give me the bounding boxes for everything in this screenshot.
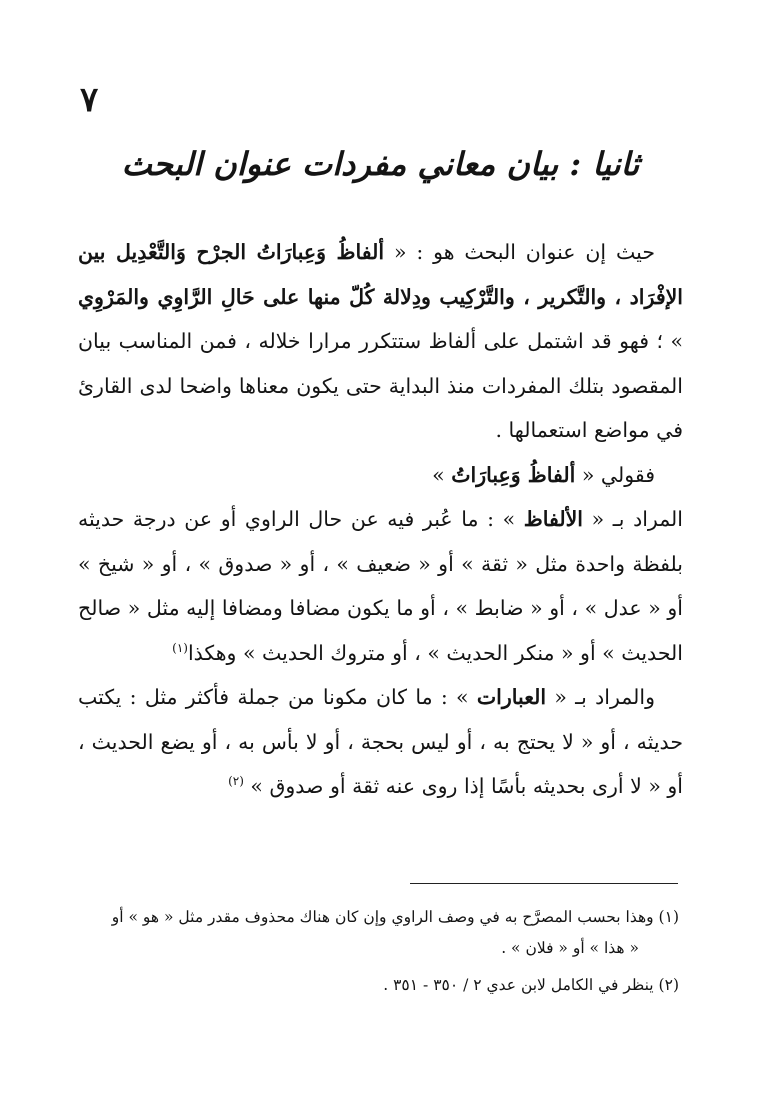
text-run: المراد بـ « <box>582 507 683 531</box>
footnote-ref-2[interactable]: (٢) <box>228 774 244 789</box>
footnote-1: (١) وهذا بحسب المصرَّح به في وصف الراوي وإن كان هناك محذوف مقدر مثل « هو » أو <box>111 908 679 926</box>
footnote-ref-1[interactable]: (١) <box>172 640 188 655</box>
paragraph-alfaz-definition <box>78 497 683 675</box>
bold-title-quote: ألفاظُ وَعِبارَاتُ الجرْح وَالتَّعْدِيل بين الإفْرَاد ، والتَّكرير ، والتَّرْكِيب ودِلالة كُلّ منها على حَالِ الرَّاوِي والمَرْوِي <box>78 240 683 309</box>
bold-term: ألفاظُ وَعِبارَاتُ <box>451 462 576 487</box>
text-run: » <box>432 462 452 487</box>
text-run: والمراد بـ « <box>546 685 655 709</box>
footnote-divider <box>410 883 678 884</box>
paragraph-term-heading <box>78 453 683 498</box>
section-title: ثانيا : بيان معاني مفردات عنوان البحث <box>121 145 640 183</box>
footnotes <box>78 902 679 1001</box>
text-run: فقولي « <box>575 462 655 487</box>
text-run: » ؛ فهو قد اشتمل على ألفاظ ستتكرر مرارا خلاله ، فمن المناسب بيان المقصود بتلك المفردات منذ البداية حتى يكون معناها واضحا لدى القارئ في مواضع استعمالها . <box>78 329 683 442</box>
body-text <box>78 230 683 809</box>
text-run: » : ما عُبر فيه عن حال الراوي أو عن درجة حديثه بلفظة واحدة مثل « ثقة » أو « ضعيف » ، أو « صدوق » ، أو « شيخ » أو « عدل » ، أو « ضابط » ، أو ما يكون مضافا ومضافا إليه مثل « صالح الحديث » أو « منكر الحديث » ، أو متروك الحديث » وهكذا <box>78 507 683 665</box>
footnote-2: (٢) ينظر في الكامل لابن عدي ٢ / ٣٥٠ - ٣٥١ . <box>383 976 679 994</box>
page-number: ٧ <box>80 80 99 120</box>
paragraph-ibarat-definition <box>78 675 683 809</box>
bold-term: الألفاظ <box>523 507 583 531</box>
text-run: حيث إن عنوان البحث هو : « <box>393 240 655 264</box>
bold-term: العبارات <box>476 685 547 709</box>
text-run: » : ما كان مكونا من جملة فأكثر مثل : يكتب حديثه ، أو « لا يحتج به ، أو ليس بحجة ، أو لا بأس به ، أو يضع الحديث ، أو « لا أرى بحديثه بأسًا إذا روى عنه ثقة أو صدوق » <box>78 685 683 798</box>
footnote-1-continued: « هذا » أو « فلان » . <box>501 939 639 957</box>
paragraph-research-title <box>78 230 683 453</box>
